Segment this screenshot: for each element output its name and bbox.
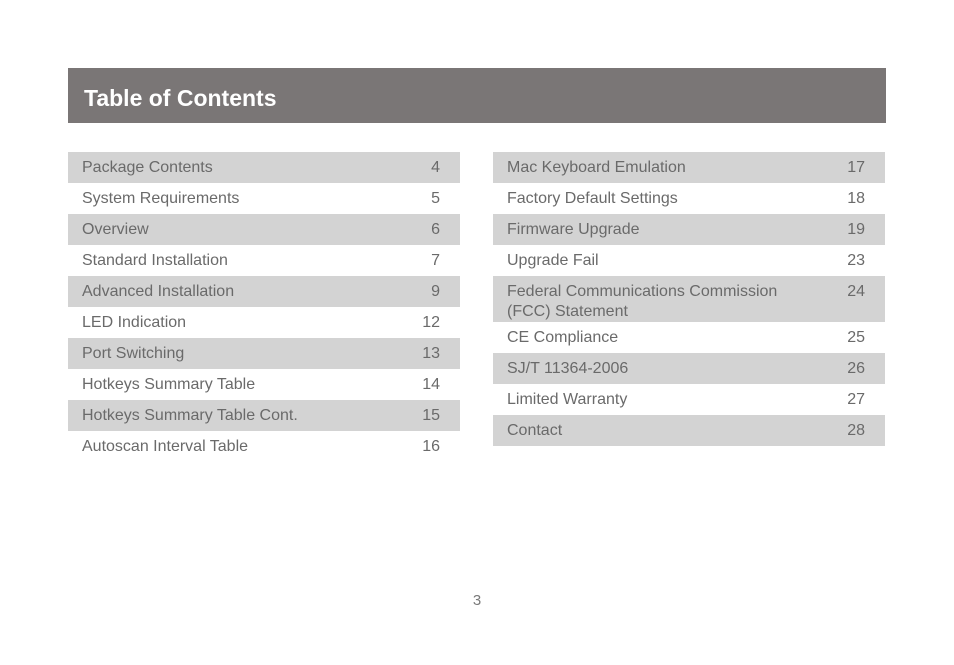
toc-entry-title: Autoscan Interval Table [82,438,249,455]
toc-column-left [68,152,460,462]
toc-entry-page: 12 [422,314,440,331]
toc-entry [68,400,460,431]
toc-entry-title: Package Contents [82,159,213,176]
toc-entry-title: Contact [507,422,563,439]
toc-entry [493,245,885,276]
toc-entry-title: Standard Installation [82,252,228,269]
toc-entry-page: 4 [431,159,440,176]
toc-entry-page: 14 [422,376,440,393]
toc-entry [68,245,460,276]
page-number: 3 [472,592,482,609]
toc-entry-page: 28 [847,422,865,439]
toc-entry [68,214,460,245]
toc-entry [493,415,885,446]
toc-entry [68,307,460,338]
toc-entry-title: Factory Default Settings [507,190,678,207]
toc-entry-page: 17 [847,159,865,176]
toc-entry-page: 6 [431,221,440,238]
toc-entry-page: 25 [847,329,865,346]
page-title: Table of Contents [84,85,277,111]
toc-entry-title: Hotkeys Summary Table Cont. [82,407,298,424]
toc-entry [68,152,460,183]
toc-entry-title: Mac Keyboard Emulation [507,159,686,176]
toc-entry [493,353,885,384]
toc-entry [68,431,460,462]
toc-entry-page: 19 [847,221,865,238]
toc-column-right [493,152,885,446]
toc-entry-title: Federal Communications Commission (FCC) Statement [507,283,778,320]
toc-entry-page: 5 [431,190,440,207]
toc-entry-title: Firmware Upgrade [507,221,640,238]
toc-entry [68,369,460,400]
toc-entry-page: 26 [847,360,865,377]
toc-entry-title: CE Compliance [507,329,619,346]
toc-entry [68,338,460,369]
toc-entry [68,183,460,214]
toc-entry [493,152,885,183]
toc-entry [493,384,885,415]
toc-entry-page: 27 [847,391,865,408]
toc-entry-title: Port Switching [82,345,185,362]
toc-entry [493,214,885,245]
toc-entry-title: Advanced Installation [82,283,235,300]
toc-header [68,68,886,123]
toc-entry-title: SJ/T 11364-2006 [507,360,629,377]
toc-entry-title: System Requirements [82,190,240,207]
toc-entry-page: 13 [422,345,440,362]
toc-entry-page: 18 [847,190,865,207]
toc-entry [493,322,885,353]
toc-entry-page: 23 [847,252,865,269]
toc-entry-page: 16 [422,438,440,455]
toc-entry-page: 9 [431,283,440,300]
toc-entry-page: 7 [431,252,440,269]
toc-entry-title: Upgrade Fail [507,252,599,269]
toc-entry-page: 15 [422,407,440,424]
toc-entry [493,276,885,322]
toc-entry-title: Limited Warranty [507,391,628,408]
toc-entry [68,276,460,307]
toc-entry-title: Overview [82,221,149,238]
toc-entry-title: LED Indication [82,314,187,331]
toc-entry-page: 24 [847,283,865,300]
toc-entry-title: Hotkeys Summary Table [82,376,256,393]
toc-entry [493,183,885,214]
